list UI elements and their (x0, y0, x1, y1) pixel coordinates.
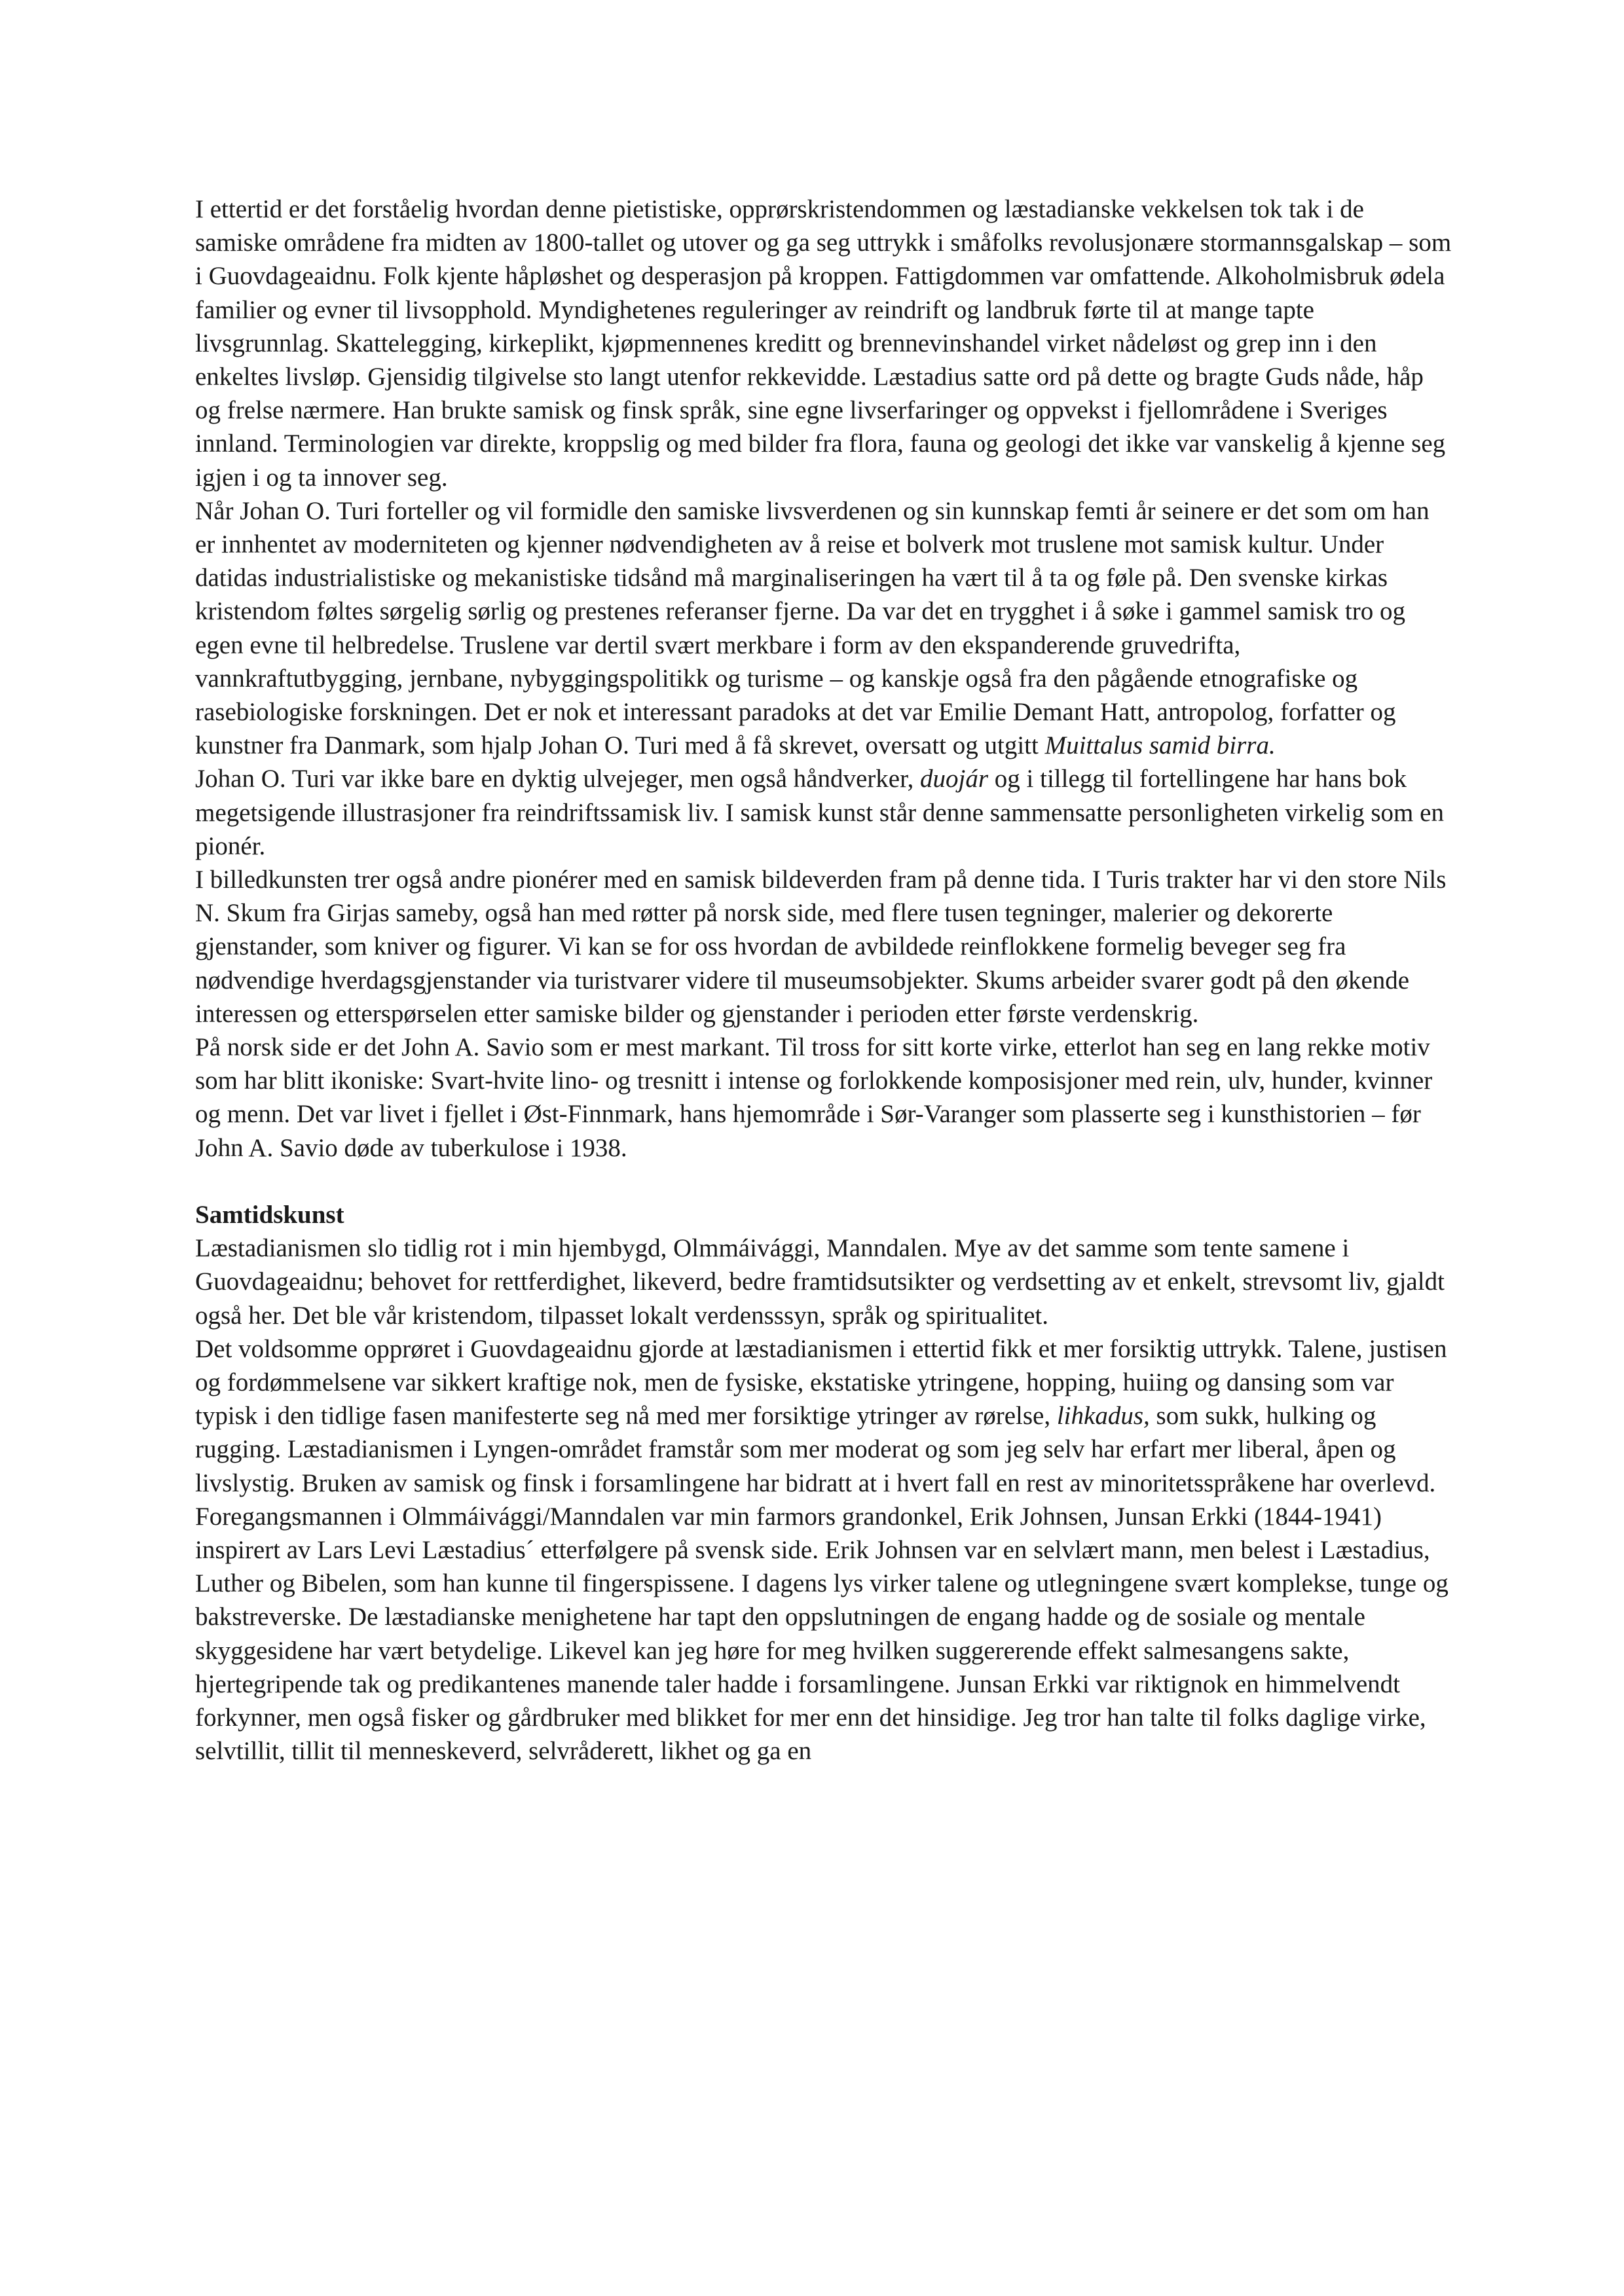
paragraph-laestadian-revival (195, 192, 1452, 494)
book-title-italic: Muittalus samid birra. (1044, 731, 1276, 760)
section-heading-samtidskunst: Samtidskunst (195, 1200, 344, 1229)
body-text (195, 192, 1452, 1768)
term-italic: duojár (920, 765, 989, 793)
paragraph-johan-turi-craftsman (195, 762, 1452, 863)
paragraph-text: Læstadianismen slo tidlig rot i min hjembygd, Olmmáivággi, Manndalen. Mye av det samme som tente samene i Guovdageaidnu; behovet for rettferdighet, likeverd, bedre framtidsutsikter og verdsetting av et enkelt, strevsomt liv, gjaldt også her. Det ble vår kristendom, tilpasset lokalt verdensssyn, språk og spiritualitet. (195, 1234, 1445, 1330)
paragraph-text: I billedkunsten trer også andre pionérer med en samisk bildeverden fram på denne tida. I Turis trakter har vi den store Nils N. Skum fra Girjas sameby, også han med røtter på norsk side, med flere tusen tegninger, malerier og dekorerte gjenstander, som kniver og figurer. Vi kan se for oss hvordan de avbildede reinflokkene formelig beveger seg fra nødvendige hverdagsgjenstander via turistvarer videre til museumsobjekter. Skums arbeider svarer godt på den økende interessen og etterspørselen etter samiske bilder og gjenstander i perioden etter første verdenskrig. (195, 866, 1447, 1028)
paragraph-johan-turi-modernity (195, 494, 1452, 763)
paragraph-home-village (195, 1231, 1452, 1332)
paragraph-john-savio (195, 1030, 1452, 1165)
paragraph-nils-skum (195, 863, 1452, 1030)
paragraph-text: som sukk, hulking og rugging. Læstadianismen i Lyngen-området framstår som mer moderat og som jeg selv har erfart mer liberal, åpen og livslystig. Bruken av samisk og finsk i forsamlingene har bidratt at i hvert fall en rest av minoritetsspråkene har overlevd. (195, 1402, 1436, 1497)
paragraph-uprising-aftermath (195, 1332, 1452, 1500)
paragraph-erik-johnsen (195, 1500, 1452, 1768)
paragraph-text: Det voldsomme opprøret i Guovdageaidnu gjorde at læstadianismen i ettertid fikk et mer forsiktig uttrykk. Talene, justisen og fordømmelsene var sikkert kraftige nok, men de fysiske, ekstatiske ytringene, hopping, huiing og dansing som var typisk i den tidlige fasen manifesterte seg nå med mer forsiktige ytringer av rørelse, (195, 1334, 1447, 1430)
paragraph-text: og i tillegg til fortellingene har hans bok megetsigende illustrasjoner fra reindriftssamisk liv. I samisk kunst står denne sammensatte personligheten virkelig som en pionér. (195, 765, 1444, 860)
paragraph-text: Johan O. Turi var ikke bare en dyktig ulvejeger, men også håndverker, (195, 765, 921, 793)
term-italic: lihkadus, (1056, 1402, 1150, 1430)
paragraph-text: På norsk side er det John A. Savio som er mest markant. Til tross for sitt korte virke, etterlot han seg en lang rekke motiv som har blitt ikoniske: Svart-hvite lino- og tresnitt i intense og forlokkende komposisjoner med rein, ulv, hunder, kvinner og menn. Det var livet i fjellet i Øst-Finnmark, hans hjemområde i Sør-Varanger som plasserte seg i kunsthistorien – før John A. Savio døde av tuberkulose i 1938. (195, 1033, 1433, 1162)
paragraph-text: Når Johan O. Turi forteller og vil formidle den samiske livsverdenen og sin kunnskap femti år seinere er det som om han er innhentet av moderniteten og kjenner nødvendigheten av å reise et bolverk mot truslene mot samisk kultur. Under datidas industrialistiske og mekanistiske tidsånd må marginaliseringen ha vært til å ta og føle på. Den svenske kirkas kristendom føltes sørgelig sørlig og prestenes referanser fjerne. Da var det en trygghet i å søke i gammel samisk tro og egen evne til helbredelse. Truslene var dertil svært merkbare i form av den ekspanderende gruvedrifta, vannkraftutbygging, jernbane, nybyggingspolitikk og turisme – og kanskje også fra den pågående etnografiske og rasebiologiske forskningen. Det er nok et interessant paradoks at det var Emilie Demant Hatt, antropolog, forfatter og kunstner fra Danmark, som hjalp Johan O. Turi med å få skrevet, oversatt og utgitt (195, 496, 1430, 760)
paragraph-text: I ettertid er det forståelig hvordan denne pietistiske, opprørskristendommen og læstadianske vekkelsen tok tak i de samiske områdene fra midten av 1800-tallet og utover og ga seg uttrykk i småfolks revolusjonære stormannsgalskap – som i Guovdageaidnu. Folk kjente håpløshet og desperasjon på kroppen. Fattigdommen var omfattende. Alkoholmisbruk ødela familier og evner til livsopphold. Myndighetenes reguleringer av reindrift og landbruk førte til at mange tapte livsgrunnlag. Skattelegging, kirkeplikt, kjøpmennenes kreditt og brennevinshandel virket nådeløst og grep inn i den enkeltes livsløp. Gjensidig tilgivelse sto langt utenfor rekkevidde. Læstadius satte ord på dette og bragte Guds nåde, håp og frelse nærmere. Han brukte samisk og finsk språk, sine egne livserfaringer og oppvekst i fjellområdene i Sveriges innland. Terminologien var direkte, kroppslig og med bilder fra flora, fauna og geologi det ikke var vanskelig å kjenne seg igjen i og ta innover seg. (195, 195, 1452, 492)
paragraph-text: Foregangsmannen i Olmmáivággi/Manndalen var min farmors grandonkel, Erik Johnsen, Junsan Erkki (1844-1941) inspirert av Lars Levi Læstadius´ etterfølgere på svensk side. Erik Johnsen var en selvlært mann, men belest i Læstadius, Luther og Bibelen, som han kunne til fingerspissene. I dagens lys virker talene og utlegningene svært komplekse, tunge og bakstreverske. De læstadianske menighetene har tapt den oppslutningen de engang hadde og de sosiale og mentale skyggesidene har vært betydelige. Likevel kan jeg høre for meg hvilken suggererende effekt salmesangens sakte, hjertegripende tak og predikantenes manende taler hadde i forsamlingene. Junsan Erkki var riktignok en himmelvendt forkynner, men også fisker og gårdbruker med blikket for mer enn det hinsidige. Jeg tror han talte til folks daglige virke, selvtillit, tillit til menneskeverd, selvråderett, likhet og ga en (195, 1502, 1449, 1766)
